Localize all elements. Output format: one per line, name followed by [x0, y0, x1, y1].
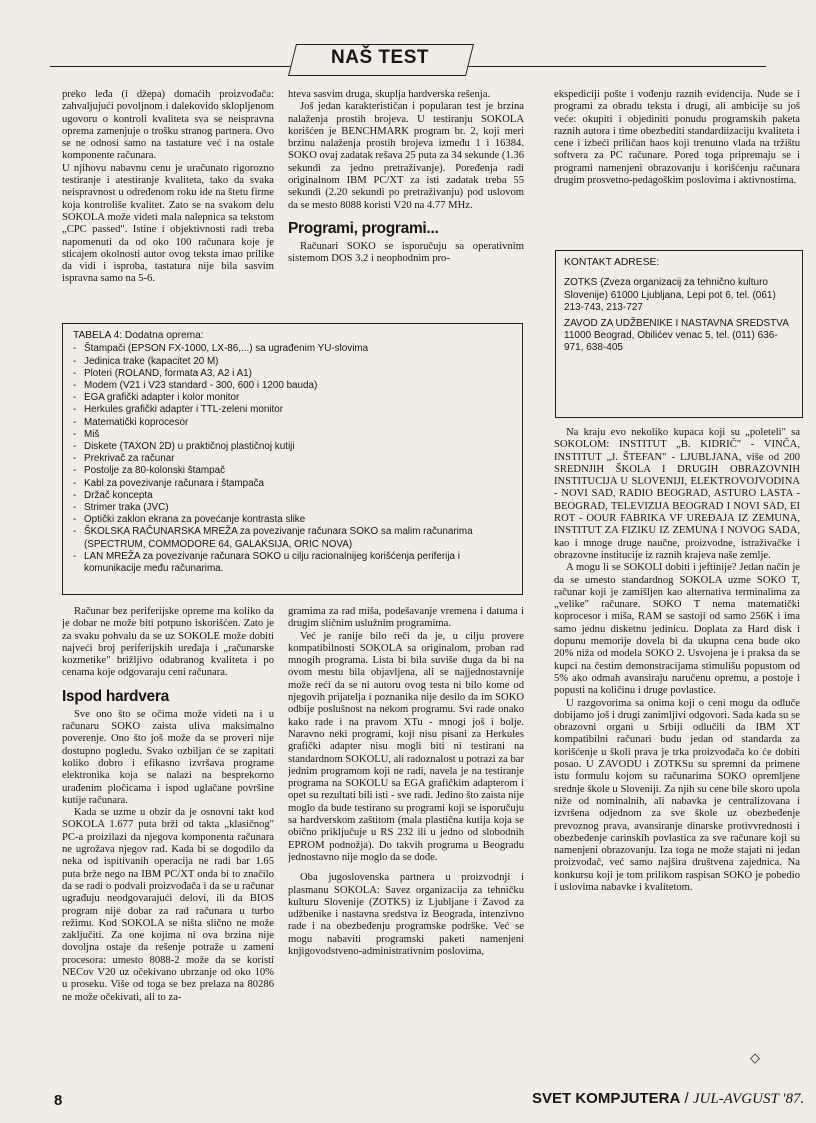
paragraph: U razgovorima sa onima koji o ceni mogu da odluče dobijamo još i drugi zanimljivi odgovori. Sada kada su se obrazovni organi u Srbiji odlučili da IBM XT kompatibilni računari budu jedan od standarda za korišćenje u školi prava je trka proizvođača ko će dobiti posao. U ZAVODU i ZOTKSu su spremni da primene istu formulu kojom su računarima SOKO opremljene srednje škole u Sloveniji. Za njih su cene bile skoro upola niže od nominalnih, ali nabavka je centralizovana i izvršena odjednom za sve škole uz obezbeđenje prevoznog prava, avansiranje dinarske protivvrednosti i obezbeđenje carinskih povlastica za sve računare koji su namenjeni obrazovanju. Iza toga ne može stajati ni jedan proizvođač, već samo najšira društvena zajednica. Na konkursu koji je tom prilikom raspisan SOKO je pobedio i uslovima nabavke i kvalitetom. [554, 697, 800, 893]
end-mark-icon: ◇ [750, 1051, 760, 1066]
list-item: - Jedinica trake (kapacitet 20 M) [73, 356, 512, 368]
paragraph: Na kraju evo nekoliko kupaca koji su „poleteli" sa SOKOLOM: INSTITUT „B. KIDRIČ" - VINČA, INSTITUT „J. ŠTEFAN" - LJUBLJANA, više od 200 SREDNJIH ŠKOLA I DRUGIH OBRAZOVNIH INSTITUCIJA U SLOVENIJI, ELEKTROVOJVODINA - NOVI SAD, RADIO BEOGRAD, ASTURO LASTA - BEOGRAD, TELEVIZIJA BEOGRAD I NOVI SAD, EI ROT - OOUR FABRIKA VF UREĐAJA IZ ZEMUNA, INSTITUT ZA FIZIKU IZ ZEMUNA I NOVOG SADA, kao i mnoge druge naučne, proizvodne, istraživačke i obrazovne institucije iz raznih krajeva naše zemlje. [554, 427, 800, 561]
list-item: - Strimer traka (JVC) [73, 502, 512, 514]
paragraph: gramima za rad miša, podešavanje vremena i datuma i drugim sličnim uslužnim programima. [288, 606, 524, 630]
paragraph: A mogu li se SOKOLI dobiti i jeftinije? Jedan način je da se umesto standardnog SOKOLA uzme SOKO T, računar koji je zamišljen kao alternativa terminalima za „velike" računare. SOKO T nema matematički koprocesor i miša, RAM se sastoji od samo 256K i ima samo jednu disketnu jedinicu. Doplata za Hard disk i dopunu memorije dovela bi da ukupna cena bude oko 20% niža od modela SOKO 2. Usvojena je i praksa da se kupci na čestim demonstracijama stimulišu popustom od 5% ako odmah avansiraju naručenu opremu, a postoje i popusti na količinu i druge povlastice. [554, 562, 800, 697]
list-item: - ŠKOLSKA RAČUNARSKA MREŽA za povezivanje računara SOKO sa malim računarima (SPECTRUM, COMMODORE 64, GALAKSIJA, ORIC NOVA) [73, 526, 512, 550]
page-number: 8 [54, 1092, 63, 1109]
paragraph: Računar bez periferijske opreme ma koliko da je dobar ne može biti potpuno iskorišćen. Zato je za svaku pohvalu da se uz SOKOLE može dobiti najveći broj periferijskih uređaja i „računarske kozmetike" brižljivo odabranog kvaliteta i po cenama koje odgovaraju ceni računara. [62, 606, 274, 679]
column-2-top [288, 89, 524, 314]
paragraph: Oba jugoslovenska partnera u proizvodnji i plasmanu SOKOLA: Savez organizacija za tehničku kulturu Slovenije (ZOTKS) iz Ljubljane i Zavod za udžbenike i nastavna sredstva iz Beograda, intenzivno rade i na obezbeđenju programske podrške. Već se mogu nabaviti programski paketi namenjeni knjigovodstveno-administrativnim poslovima, [288, 872, 524, 958]
list-item: - Matematički koprocesor [73, 417, 512, 429]
footer-separator: / [680, 1090, 693, 1107]
contact-title: KONTAKT ADRESE: [564, 257, 660, 268]
table-4-title: TABELA 4: Dodatna oprema: [73, 330, 204, 341]
paragraph: ekspediciji pošte i vođenju raznih evidencija. Nude se i programi za obradu teksta i drugi, ali ambicije su još veće: okupiti i objediniti ponudu programskih paketa raznih autora i time obezbediti standardiizaciju kvaliteta i cene i izbeći priličan haos koji trenutno vlada na tržištu softvera za PC računare. Pored toga pripremaju se i programi namenjeni obrazovanju i korišćenju računara drugim prosvetno-pedagoškim poslovima i aktivnostima. [554, 89, 800, 187]
list-item: - Prekrivač za računar [73, 453, 512, 465]
issue-date: JUL-AVGUST '87. [692, 1091, 805, 1107]
paragraph: U njihovu nabavnu cenu je uračunato rigorozno testiranje i atestiranje kvaliteta, tako da svaka neispravnost u određenom roku ide na štetu firme koja kontroliše kvalitet. Zato se na svakom delu SOKOLA može videti mala nalepnica sa tekstom „CPC passed". Istine i objektivnosti radi treba napomenuti da od oko 100 računara koje je sticajem okolnosti autor ovog teksta imao prilike da vidi i isproba, tastatura nije bila sasvim ispravna samo na 5-6. [62, 162, 274, 285]
column-1-bottom [62, 606, 274, 1082]
contact-item: 11000 Beograd, Obilićev venac 5, tel. (011) 636-971, 638-405 [564, 330, 778, 354]
column-1-top [62, 89, 274, 314]
list-item: - EGA grafički adapter i kolor monitor [73, 392, 512, 404]
column-3-top [554, 89, 800, 239]
magazine-footer [532, 1090, 804, 1108]
paragraph: hteva sasvim druga, skuplja hardverska rešenja. [288, 89, 491, 100]
paragraph: Sve ono što se očima može videti na i u računaru SOKO zaista uliva maksimalno poverenje. Ono što još može da se proveri nije dostupno pogledu. Svako ozbiljan će se zapitati koliko dobro i efikasno izvršava programe elektronika koja se nalazi na besprekorno urađenim pločicama i ispod uglačane površine kutije računara. [62, 708, 274, 806]
list-item: - Postolje za 80-kolonski štampač [73, 465, 512, 477]
list-item: - Kabl za povezivanje računara i štampača [73, 478, 512, 490]
paragraph: Kada se uzme u obzir da je osnovni takt kod SOKOLA 1.677 puta brži od takta „klasičnog" PC-a proizilazi da njegova komponenta računara ne ugrožava njegov rad. Kada bi se dogodilo da neka od ispitivanih operacija ne radi bar 1.65 puta brže nego na IBM PC/XT onda bi to značilo da se radi o podvali proizvođača i da se u računar ugrađuju neodgovarajući delovi, ili da BIOS program nije dobar za rad računara u turbo režimu. Kod SOKOLA se ništa slično ne može zaključiti. Za one kojima ni ova brzina nije dovoljna ostaje da rešenje potraže u zameni procesora: umesto 8088-2 može da se koristi NECov V20 uz očekivano ubrzanje od oko 10% u proseku. Više od toga se bez prelaza na 80286 ne može očekivati, ali to za- [62, 807, 274, 1003]
contact-item: ZAVOD ZA UDŽBENIKE I NASTAVNA SREDSTVA [564, 317, 789, 329]
list-item: - Modem (V21 i V23 standard - 300, 600 i 1200 bauda) [73, 380, 512, 392]
heading-ispod-hardvera: Ispod hardvera [62, 687, 169, 705]
section-title: NAŠ TEST [331, 47, 429, 68]
list-item: - Optički zaklon ekrana za povećanje kontrasta slike [73, 514, 512, 526]
list-item: - Miš [73, 429, 512, 441]
paragraph: preko leđa (i džepa) domaćih proizvođača: zahvaljujući povoljnom i dalekovido sklopljenom ugovoru o kontroli kvaliteta sva se neispravna oprema zamenjuje o trošku stranog partnera. Ovo se ne odnosi samo na tastature već i na ostale komponente računara. [62, 89, 274, 162]
list-item: - LAN MREŽA za povezivanje računara SOKO u cilju racionalnijeg korišćenja periferija i komunikacije među računarima. [73, 551, 512, 575]
paragraph: Već je ranije bilo reči da je, u cilju provere kompatibilnosti SOKOLA sa originalom, proban rad mnogih programa. Lista bi bila suviše duga da bi na ovom mestu bila objavljena, ali se najjednostavnije može reći da se ni autoru ovog testa ni bilo kome od njegovih prijatelja i poznanika nije desilo da im SOKO odbije poslušnost na nekom programu. Svi rade onako kako rade i na pravom XTu - mnogi još i bolje. Naravno neki programi, koji nisu pisani za Herkules grafički adapter nisu mogli biti ni testirani na standardnom SOKOLU, ali radoznalost u potrazi za bar jednim programom koji ne radi, navela je na testiranje programa na SOKOLU sa EGA grafičkim adapterom i opet su rezultati bili isti - sve radi. Jedino što zaista nije moglo da bude testirano su programi koji se isporučuju sa hardverskom zaštitom (mala plastična kutija koja se obično priključuje u RS 232 ili u jedno od slobodnih EPROM podnožja). Do takvih programa u Beogradu jednostavno nije moglo da se dođe. [288, 630, 524, 863]
column-3-bottom [554, 427, 800, 1075]
list-item: - Ploteri (ROLAND, formata A3, A2 i A1) [73, 368, 512, 380]
magazine-name: SVET KOMPJUTERA [532, 1090, 681, 1107]
paragraph: Još jedan karakterističan i popularan test je brzina nalaženja prostih brojeva. U testiranju SOKOLA korišćen je BENCHMARK program br. 2, koji meri brzinu nalaženja prostih brojeva između 1 i 16384. SOKO ovaj zadatak rešava 25 puta za 34 sekunde (1.36 sekundi za jedno pretraživanje). Poređenja radi originalnom IBM PC/XT za isti zadatak treba 55 sekundi (2.20 sekundi po pretraživanju) pod uslovom da se mesto 8088 koristi V20 na 4.77 MHz. [288, 101, 524, 211]
contact-item: ZOTKS (Zveza organizacij za tehnično kulturo Slovenije) 61000 Ljubljana, Lepi pot 6, tel. (061) 213-743, 213-727 [564, 277, 776, 314]
heading-programi: Programi, programi... [288, 219, 439, 237]
equipment-list [73, 343, 512, 575]
paragraph: Računari SOKO se isporučuju sa operativnim sistemom DOS 3.2 i neophodnim pro- [288, 240, 524, 265]
header-rule-right [466, 66, 766, 67]
list-item: - Diskete (TAXON 2D) u praktičnoj plastičnoj kutiji [73, 441, 512, 453]
contact-box [555, 250, 803, 418]
column-2-bottom [288, 606, 524, 1082]
list-item: - Držač koncepta [73, 490, 512, 502]
table-4-box [62, 323, 523, 595]
list-item: - Herkules grafički adapter i TTL-zeleni monitor [73, 404, 512, 416]
header-rule-left [50, 66, 294, 67]
list-item: - Štampači (EPSON FX-1000, LX-86,...) sa ugrađenim YU-slovima [73, 343, 512, 355]
